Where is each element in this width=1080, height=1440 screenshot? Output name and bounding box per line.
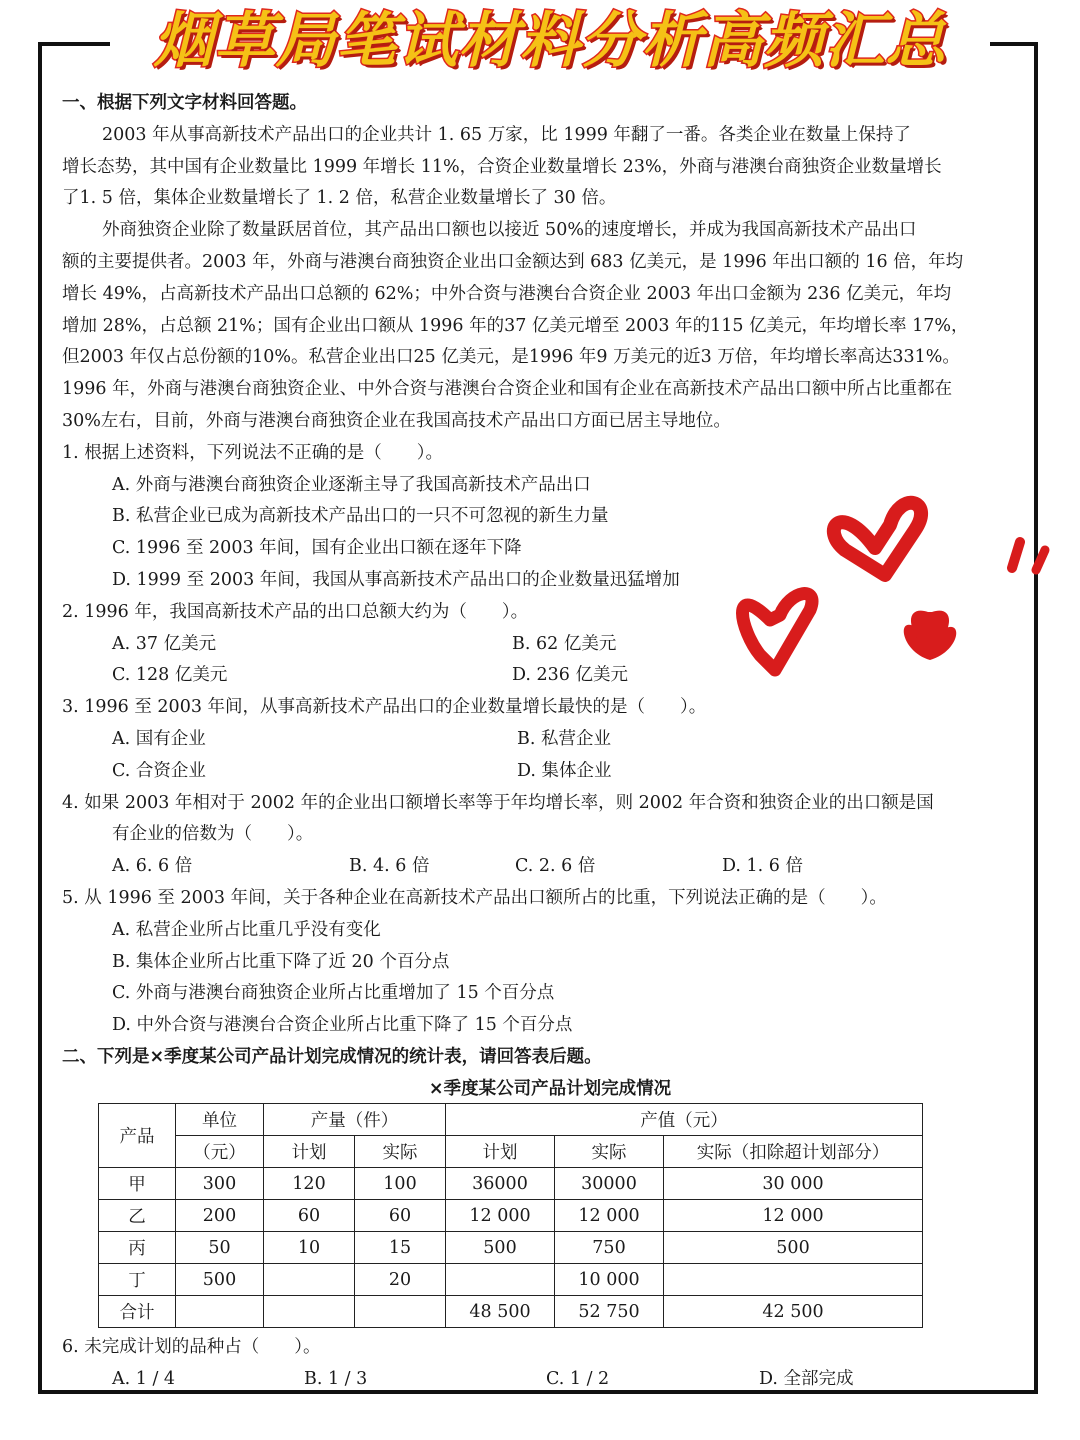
q6-option-b: B. 1 / 3 xyxy=(304,1368,368,1389)
header-product: 产品 xyxy=(99,1104,176,1168)
q6-option-a: A. 1 / 4 xyxy=(112,1368,176,1389)
header-unit-yuan: （元） xyxy=(176,1136,264,1168)
question-6 xyxy=(62,1332,1022,1396)
header-val-actual: 实际 xyxy=(555,1136,664,1168)
table-row xyxy=(99,1296,923,1328)
accent-mark-icon xyxy=(1012,542,1020,568)
question-4-stem-cont: 有企业的倍数为（ ）。 xyxy=(112,824,314,845)
table-row xyxy=(99,1264,923,1296)
header-qty-plan: 计划 xyxy=(264,1136,355,1168)
question-4-stem: 4. 如果 2003 年相对于 2002 年的企业出口额增长率等于年均增长率，则 2002 年合资和独资企业的出口额是国 xyxy=(62,792,934,813)
table-cell xyxy=(264,1264,355,1296)
table-cell: 120 xyxy=(264,1168,355,1200)
q4-option-a: A. 6. 6 倍 xyxy=(112,856,193,877)
table-cell xyxy=(355,1296,446,1328)
q5-option-d: D. 中外合资与港澳台合资企业所占比重下降了 15 个百分点 xyxy=(112,1015,573,1036)
page-title: 烟草局笔试材料分析高频汇总 xyxy=(110,2,990,80)
q1-option-d: D. 1999 至 2003 年间，我国从事高新技术产品出口的企业数量迅猛增加 xyxy=(112,569,680,590)
paragraph-line: 增长态势，其中国有企业数量比 1999 年增长 11%，合资企业数量增长 23%，外商与港澳台商独资企业数量增长 xyxy=(62,156,942,177)
table-cell: 200 xyxy=(176,1200,264,1232)
table-cell: 12 000 xyxy=(446,1200,555,1232)
question-1-stem: 1. 根据上述资料，下列说法不正确的是（ ）。 xyxy=(62,442,444,463)
table-cell: 100 xyxy=(355,1168,446,1200)
paragraph-line: 1996 年，外商与港澳台商独资企业、中外合资与港澳台合资企业和国有企业在高新技术产品出口额中所占比重都在 xyxy=(62,379,953,400)
q3-option-d: D. 集体企业 xyxy=(517,760,612,781)
table-cell xyxy=(264,1296,355,1328)
q1-option-a: A. 外商与港澳台商独资企业逐渐主导了我国高新技术产品出口 xyxy=(112,474,591,495)
q6-options-row xyxy=(62,1364,1022,1396)
q5-option-b: B. 集体企业所占比重下降了近 20 个百分点 xyxy=(112,951,450,972)
paragraph-line: 增加 28%，占总额 21%；国有企业出口额从 1996 年的37 亿美元增至 2003 年的115 亿美元，年均增长率 17%， xyxy=(62,315,969,336)
table-cell: 20 xyxy=(355,1264,446,1296)
q5-option-a: A. 私营企业所占比重几乎没有变化 xyxy=(112,919,381,940)
paragraph-line: 了1. 5 倍，集体企业数量增长了 1. 2 倍，私营企业数量增长了 30 倍。 xyxy=(62,188,617,209)
table-cell: 10 000 xyxy=(555,1264,664,1296)
header-value: 产值（元） xyxy=(446,1104,923,1136)
q2-option-c: C. 128 亿美元 xyxy=(112,665,228,686)
q5-option-c: C. 外商与港澳台商独资企业所占比重增加了 15 个百分点 xyxy=(112,983,555,1004)
paragraph-line: 30%左右，目前，外商与港澳台商独资企业在我国高技术产品出口方面已居主导地位。 xyxy=(62,410,731,431)
table-cell: 30 000 xyxy=(664,1168,923,1200)
table-cell: 750 xyxy=(555,1232,664,1264)
table-row xyxy=(99,1168,923,1200)
q4-option-d: D. 1. 6 倍 xyxy=(722,856,803,877)
table-cell: 48 500 xyxy=(446,1296,555,1328)
q3-options-row-1 xyxy=(62,724,1038,756)
table-cell: 丙 xyxy=(99,1232,176,1264)
question-3-stem: 3. 1996 至 2003 年间，从事高新技术产品出口的企业数量增长最快的是（ ）。 xyxy=(62,697,707,718)
table-cell xyxy=(176,1296,264,1328)
stats-table xyxy=(98,1103,923,1328)
q1-option-c: C. 1996 至 2003 年间，国有企业出口额在逐年下降 xyxy=(112,538,522,559)
table-cell: 60 xyxy=(355,1200,446,1232)
q1-option-b: B. 私营企业已成为高新技术产品出口的一只不可忽视的新生力量 xyxy=(112,506,609,527)
table-cell: 500 xyxy=(446,1232,555,1264)
table-cell xyxy=(446,1264,555,1296)
q4-option-c: C. 2. 6 倍 xyxy=(515,856,596,877)
section-2-heading: 二、下列是×季度某公司产品计划完成情况的统计表，请回答表后题。 xyxy=(62,1046,602,1067)
table-cell: 15 xyxy=(355,1232,446,1264)
paragraph-line: 但2003 年仅占总份额的10%。私营企业出口25 亿美元，是1996 年9 万美元的近3 万倍，年均增长率高达331%。 xyxy=(62,347,960,368)
q6-option-c: C. 1 / 2 xyxy=(546,1368,610,1389)
header-val-plan: 计划 xyxy=(446,1136,555,1168)
header-val-actual-excl: 实际（扣除超计划部分） xyxy=(664,1136,923,1168)
table-cell: 甲 xyxy=(99,1168,176,1200)
paragraph-line: 2003 年从事高新技术产品出口的企业共计 1. 65 万家，比 1999 年翻了一番。各类企业在数量上保持了 xyxy=(102,124,911,145)
table-cell: 30000 xyxy=(555,1168,664,1200)
q3-option-c: C. 合资企业 xyxy=(112,760,206,781)
paragraph-line: 增长 49%，占高新技术产品出口总额的 62%；中外合资与港澳台合资企业 2003 年出口金额为 236 亿美元，年均 xyxy=(62,283,952,304)
heart-icon xyxy=(743,594,813,670)
section-1-heading: 一、根据下列文字材料回答题。 xyxy=(62,93,307,113)
question-5-stem: 5. 从 1996 至 2003 年间，关于各种企业在高新技术产品出口额所占的比重，下列说法正确的是（ ）。 xyxy=(62,887,887,908)
paragraph-line: 额的主要提供者。2003 年，外商与港澳台商独资企业出口金额达到 683 亿美元，是 1996 年出口额的 16 倍，年均 xyxy=(62,251,964,272)
hearts-decoration xyxy=(720,490,1080,690)
q2-option-d: D. 236 亿美元 xyxy=(512,665,628,686)
table-title: ×季度某公司产品计划完成情况 xyxy=(428,1078,672,1099)
table-cell: 42 500 xyxy=(664,1296,923,1328)
table-cell: 乙 xyxy=(99,1200,176,1232)
table-cell: 10 xyxy=(264,1232,355,1264)
table-cell: 合计 xyxy=(99,1296,176,1328)
header-unit: 单位 xyxy=(176,1104,264,1136)
table-cell: 丁 xyxy=(99,1264,176,1296)
table-cell: 300 xyxy=(176,1168,264,1200)
header-quantity: 产量（件） xyxy=(264,1104,446,1136)
q4-options-row xyxy=(62,851,1038,883)
table-row xyxy=(99,1200,923,1232)
table-cell: 500 xyxy=(664,1232,923,1264)
header-qty-actual: 实际 xyxy=(355,1136,446,1168)
q2-option-a: A. 37 亿美元 xyxy=(112,633,217,654)
table-cell: 50 xyxy=(176,1232,264,1264)
table-cell: 60 xyxy=(264,1200,355,1232)
q2-option-b: B. 62 亿美元 xyxy=(512,633,617,654)
question-2-stem: 2. 1996 年，我国高新技术产品的出口总额大约为（ ）。 xyxy=(62,601,529,622)
q3-option-a: A. 国有企业 xyxy=(112,728,206,749)
question-6-stem: 6. 未完成计划的品种占（ ）。 xyxy=(62,1337,321,1357)
q4-option-b: B. 4. 6 倍 xyxy=(349,856,430,877)
table-cell: 36000 xyxy=(446,1168,555,1200)
q3-option-b: B. 私营企业 xyxy=(517,728,611,749)
heart-icon xyxy=(834,503,921,575)
table-row xyxy=(99,1232,923,1264)
q3-options-row-2 xyxy=(62,756,1038,788)
table-cell: 500 xyxy=(176,1264,264,1296)
table-cell: 12 000 xyxy=(555,1200,664,1232)
accent-mark-icon xyxy=(1036,550,1045,570)
table-cell: 12 000 xyxy=(664,1200,923,1232)
table-cell xyxy=(664,1264,923,1296)
paragraph-line: 外商独资企业除了数量跃居首位，其产品出口额也以接近 50%的速度增长，并成为我国高新技术产品出口 xyxy=(102,220,917,241)
q6-option-d: D. 全部完成 xyxy=(759,1368,854,1389)
table-cell: 52 750 xyxy=(555,1296,664,1328)
